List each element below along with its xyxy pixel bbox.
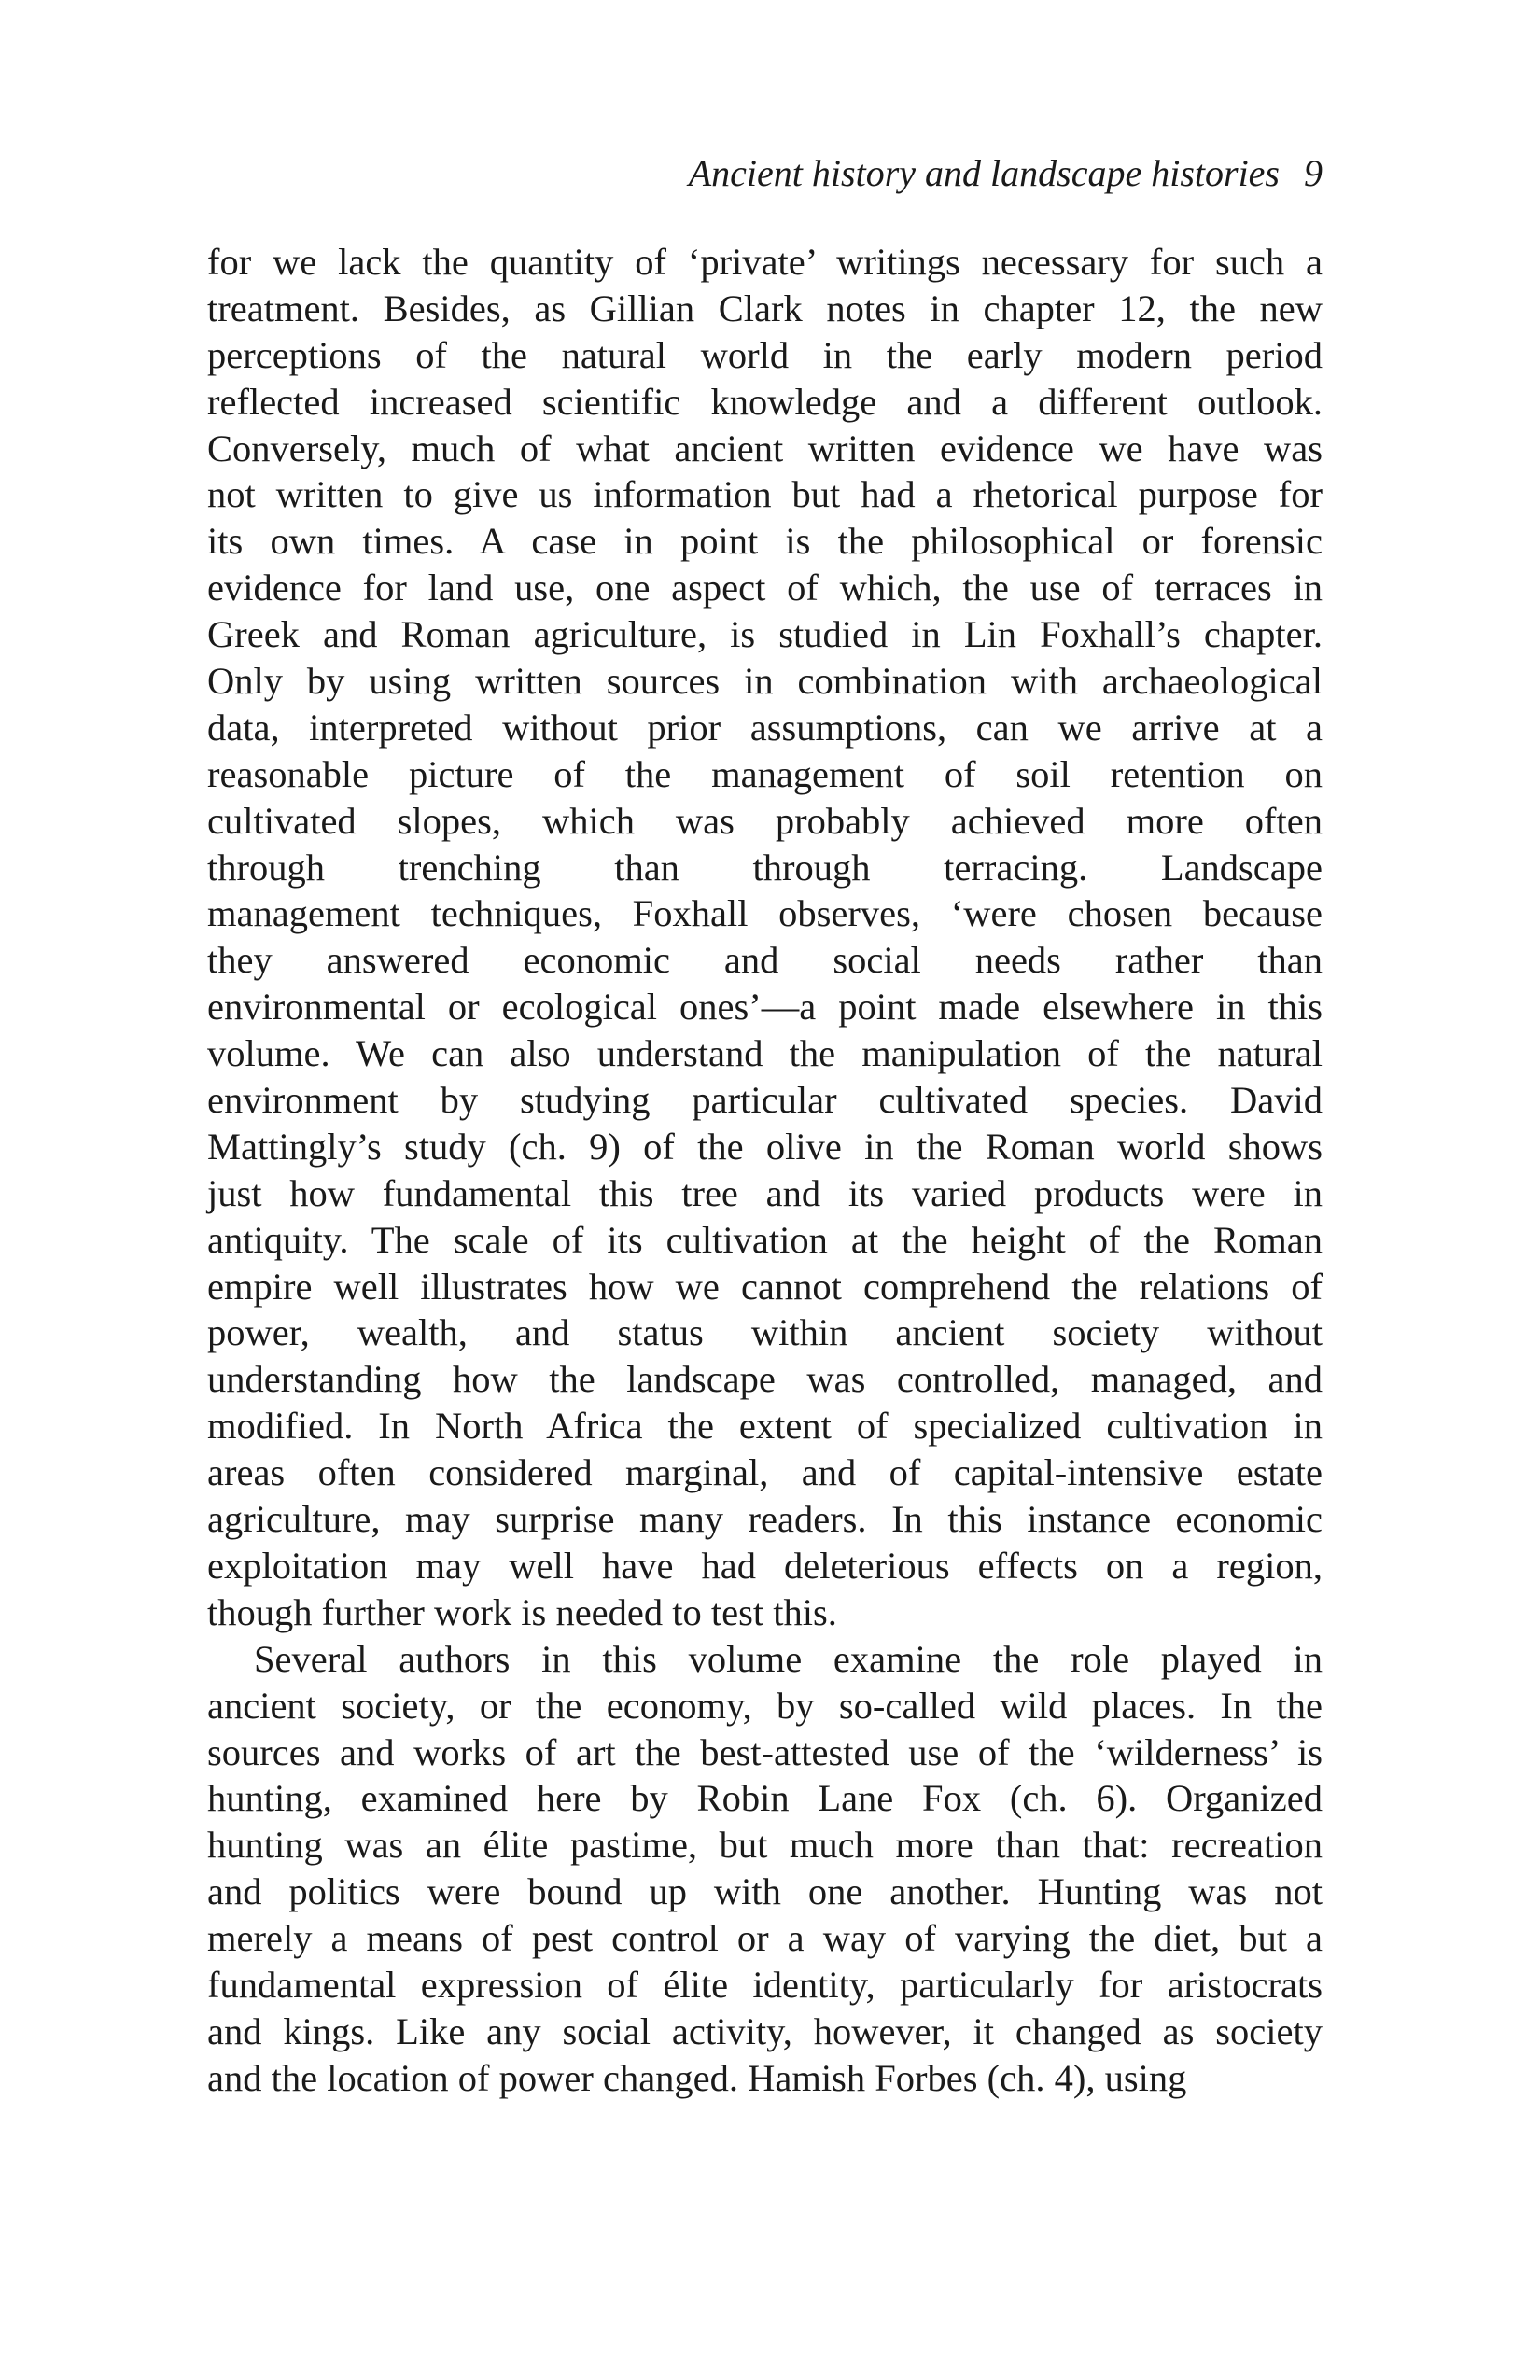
text-line: reflected increased scientific knowledge and a different outlook.	[207, 380, 1323, 423]
text-line: exploitation may well have had deleterious effects on a region,	[207, 1544, 1323, 1587]
paragraph	[207, 239, 1323, 1636]
text-line: and kings. Like any social activity, however, it changed as society	[207, 2009, 1323, 2052]
text-line: Only by using written sources in combination with archaeological	[207, 660, 1323, 703]
text-line: understanding how the landscape was controlled, managed, and	[207, 1358, 1323, 1401]
text-line: and the location of power changed. Hamish Forbes (ch. 4), using	[207, 2056, 1187, 2099]
text-line: Several authors in this volume examine the role played in	[254, 1637, 1323, 1680]
text-line: management techniques, Foxhall observes, ‘were chosen because	[207, 892, 1323, 935]
text-line: they answered economic and social needs rather than	[207, 939, 1323, 982]
text-line: Greek and Roman agriculture, is studied in Lin Foxhall’s chapter.	[207, 613, 1323, 656]
text-line: treatment. Besides, as Gillian Clark notes in chapter 12, the new	[207, 287, 1323, 329]
text-line: cultivated slopes, which was probably achieved more often	[207, 799, 1323, 842]
page-number: 9	[1304, 152, 1323, 194]
text-line: hunting, examined here by Robin Lane Fox (ch. 6). Organized	[207, 1777, 1323, 1820]
text-line: empire well illustrates how we cannot comprehend the relations of	[207, 1265, 1323, 1308]
running-head	[207, 147, 1323, 200]
text-line: just how fundamental this tree and its varied products were in	[207, 1171, 1323, 1214]
text-line: merely a means of pest control or a way of varying the diet, but a	[207, 1917, 1323, 1960]
running-title: Ancient history and landscape histories	[688, 152, 1280, 194]
text-line: antiquity. The scale of its cultivation at the height of the Roman	[207, 1218, 1323, 1261]
text-line: ancient society, or the economy, by so-called wild places. In the	[207, 1684, 1323, 1727]
text-line: through trenching than through terracing. Landscape	[207, 846, 1323, 889]
text-line: though further work is needed to test this.	[207, 1590, 837, 1633]
text-line: for we lack the quantity of ‘private’ writings necessary for such a	[207, 241, 1323, 283]
text-line: Conversely, much of what ancient written evidence we have was	[207, 427, 1323, 469]
text-line: power, wealth, and status within ancient society without	[207, 1311, 1323, 1354]
text-line: hunting was an élite pastime, but much more than that: recreation	[207, 1824, 1323, 1867]
text-line: perceptions of the natural world in the early modern period	[207, 333, 1323, 376]
text-line: environmental or ecological ones’—a point made elsewhere in this	[207, 986, 1323, 1029]
text-line: areas often considered marginal, and of capital-intensive estate	[207, 1451, 1323, 1494]
text-line: environment by studying particular cultivated species. David	[207, 1079, 1323, 1122]
text-line: not written to give us information but had a rhetorical purpose for	[207, 473, 1323, 516]
text-line: reasonable picture of the management of soil retention on	[207, 752, 1323, 795]
text-line: volume. We can also understand the manipulation of the natural	[207, 1032, 1323, 1075]
text-line: evidence for land use, one aspect of which, the use of terraces in	[207, 567, 1323, 609]
paragraph	[207, 1636, 1323, 2102]
text-line: sources and works of art the best-attested use of the ‘wilderness’ is	[207, 1730, 1323, 1773]
text-line: and politics were bound up with one another. Hunting was not	[207, 1870, 1323, 1913]
text-line: Mattingly’s study (ch. 9) of the olive in the Roman world shows	[207, 1125, 1323, 1168]
text-line: modified. In North Africa the extent of specialized cultivation in	[207, 1405, 1323, 1448]
text-line: its own times. A case in point is the philosophical or forensic	[207, 520, 1323, 563]
text-line: fundamental expression of élite identity, particularly for aristocrats	[207, 1963, 1323, 2006]
text-line: agriculture, may surprise many readers. In this instance economic	[207, 1498, 1323, 1541]
body-text	[207, 239, 1323, 2102]
text-line: data, interpreted without prior assumptions, can we arrive at a	[207, 706, 1323, 749]
